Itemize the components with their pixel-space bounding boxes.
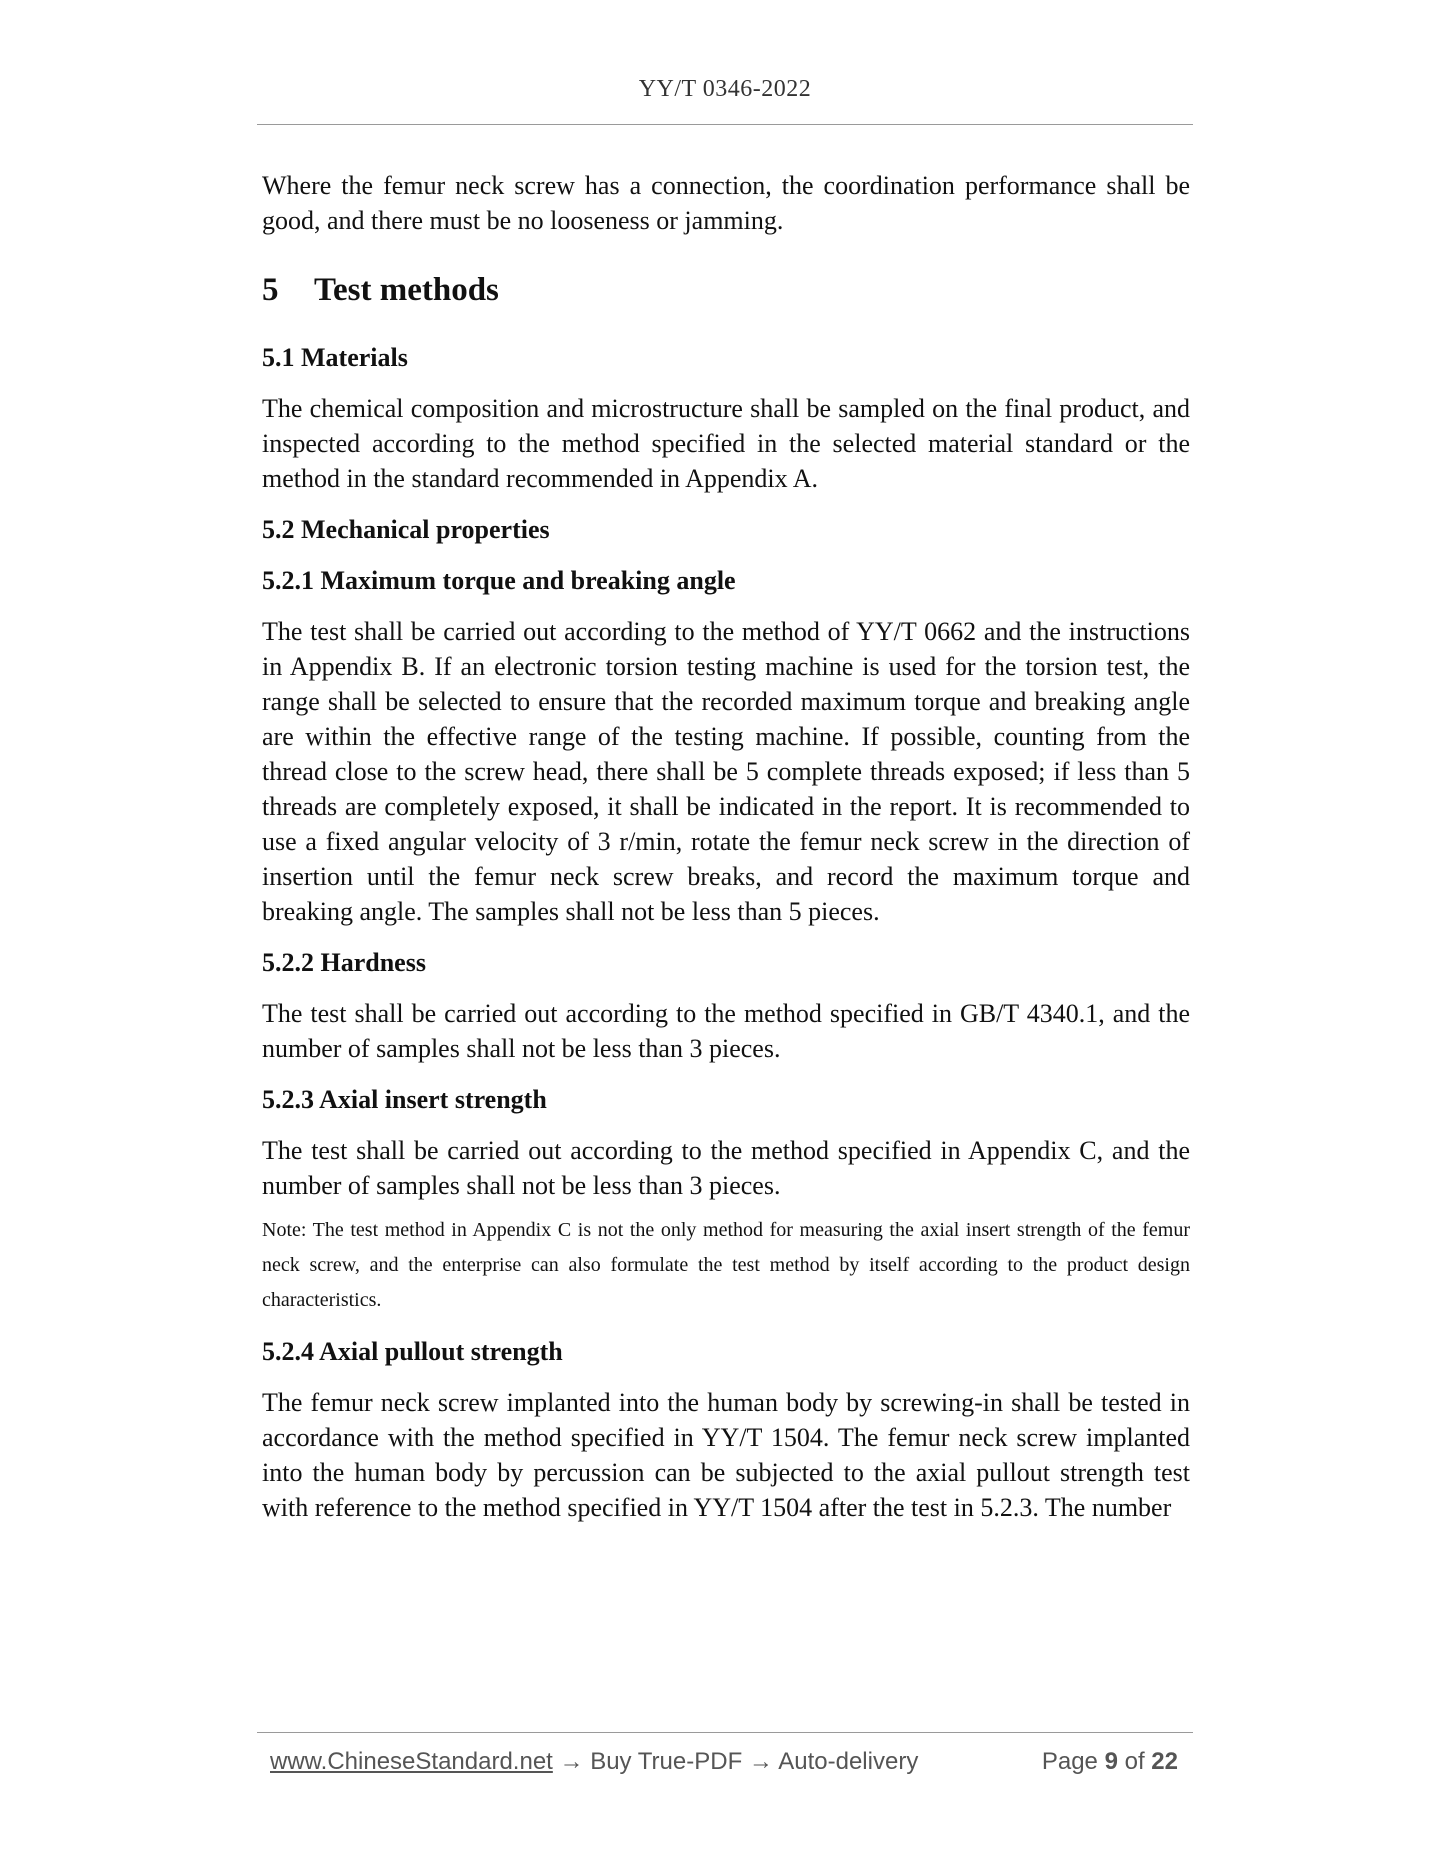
- section-5-2-heading: 5.2 Mechanical properties: [262, 515, 550, 544]
- intro-paragraph: Where the femur neck screw has a connection, the coordination performance shall be good, and there must be no looseness or jamming.: [262, 171, 1190, 235]
- page-footer: [270, 1748, 1190, 1782]
- section-5-2-3-heading: 5.2.3 Axial insert strength: [262, 1085, 547, 1114]
- footer-divider: [257, 1732, 1193, 1733]
- section-5-2-3-text: The test shall be carried out according to the method specified in Appendix C, and the number of samples shall not be less than 3 pieces.: [262, 1136, 1190, 1200]
- section-5-2-1-text: The test shall be carried out according to the method of YY/T 0662 and the instructions in Appendix B. If an electronic torsion testing machine is used for the torsion test, the range shall be selected to ensure that the recorded maximum torque and breaking angle are within the effective range of the testing machine. If possible, counting from the thread close to the screw head, there shall be 5 complete threads exposed; if less than 5 threads are completely exposed, it shall be indicated in the report. It is recommended to use a fixed angular velocity of 3 r/min, rotate the femur neck screw in the direction of insertion until the femur neck screw breaks, and record the maximum torque and breaking angle. The samples shall not be less than 5 pieces.: [262, 617, 1190, 926]
- page-label: Page: [1041, 1748, 1098, 1775]
- section-5-2-2-heading: 5.2.2 Hardness: [262, 948, 426, 977]
- page-current: 9: [1104, 1748, 1118, 1775]
- footer-left: [270, 1748, 918, 1776]
- section-5-2-4-text: The femur neck screw implanted into the human body by screwing-in shall be tested in accordance with the method specified in YY/T 1504. The femur neck screw implanted into the human body by percussion can be subjected to the axial pullout strength test with reference to the method specified in YY/T 1504 after the test in 5.2.3. The number: [262, 1388, 1190, 1522]
- section-5-2-1-heading: 5.2.1 Maximum torque and breaking angle: [262, 566, 736, 595]
- section-5-2-3-note: Note: The test method in Appendix C is not the only method for measuring the axial insert strength of the femur neck screw, and the enterprise can also formulate the test method by itself according to the product design characteristics.: [262, 1219, 1190, 1311]
- buy-true-pdf-text: Buy True-PDF: [590, 1748, 743, 1775]
- arrow-right-icon: →: [552, 1748, 591, 1775]
- page-of-label: of: [1124, 1748, 1145, 1775]
- website-link[interactable]: www.ChineseStandard.net: [270, 1748, 553, 1775]
- page-content: [262, 168, 1190, 1525]
- document-header-id: YY/T 0346-2022: [638, 76, 812, 102]
- section-5-1-heading: 5.1 Materials: [262, 343, 408, 372]
- section-5-2-4-heading: 5.2.4 Axial pullout strength: [262, 1337, 563, 1366]
- arrow-right-icon: →: [742, 1748, 779, 1775]
- auto-delivery-text: Auto-delivery: [778, 1748, 919, 1775]
- section-5-number: 5: [262, 272, 279, 308]
- section-5-heading: [262, 270, 1190, 310]
- section-5-title: Test methods: [314, 272, 499, 308]
- page-total: 22: [1151, 1748, 1178, 1775]
- section-5-1-text: The chemical composition and microstructure shall be sampled on the final product, and inspected according to the method specified in the selected material standard or the method in the standard recommended in Appendix A.: [262, 394, 1190, 493]
- page-indicator: [1042, 1748, 1178, 1776]
- section-5-2-2-text: The test shall be carried out according to the method specified in GB/T 4340.1, and the number of samples shall not be less than 3 pieces.: [262, 999, 1190, 1063]
- header-divider: [257, 124, 1193, 125]
